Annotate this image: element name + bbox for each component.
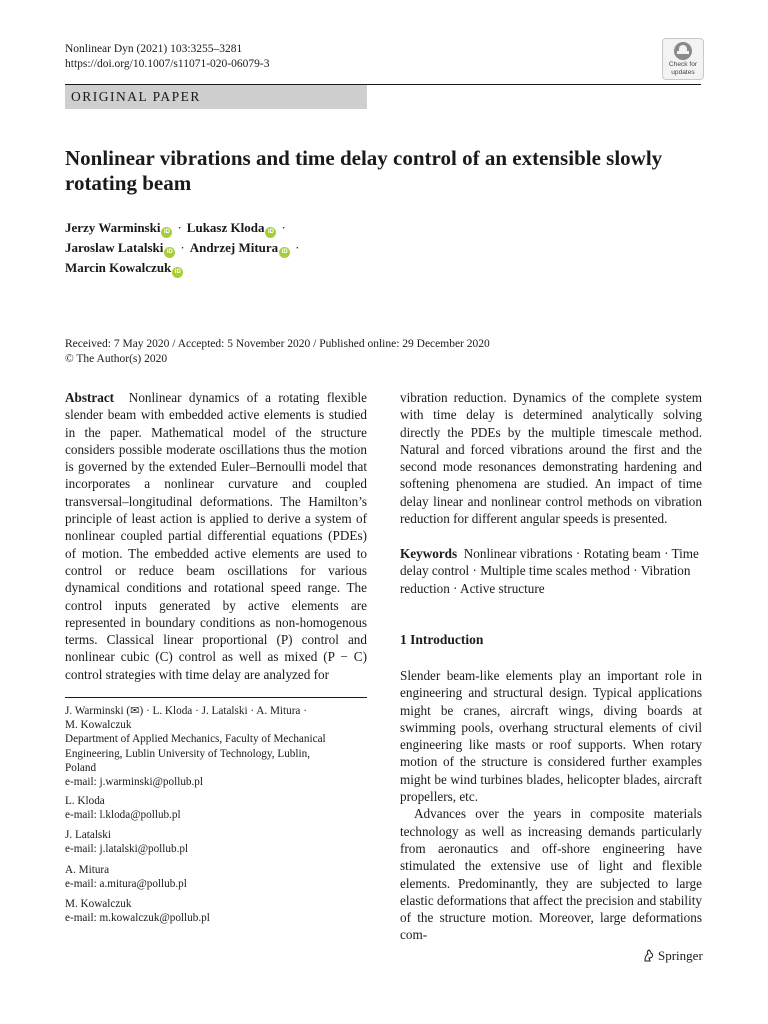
orcid-icon[interactable]: iD: [161, 227, 172, 238]
affiliation-authors: M. Kowalczuk: [65, 719, 132, 732]
author-email[interactable]: e-mail: m.kowalczuk@pollub.pl: [65, 912, 210, 925]
affiliation-name: A. Mitura: [65, 864, 110, 876]
paper-title: Nonlinear vibrations and time delay control of an extensible slowly rotating beam: [65, 146, 663, 195]
springer-horse-icon: [643, 949, 654, 962]
orcid-icon[interactable]: iD: [265, 227, 276, 238]
article-type-bar: [65, 85, 367, 109]
introduction-body: [400, 667, 702, 944]
affiliation-kloda: [65, 794, 367, 822]
abstract-right: [400, 389, 702, 527]
orcid-icon[interactable]: iD: [172, 267, 183, 278]
affiliation-department: Engineering, Lublin University of Technology, Lublin,: [65, 747, 310, 760]
abstract-left: [65, 389, 367, 683]
orcid-icon[interactable]: iD: [164, 247, 175, 258]
keywords-block: [400, 545, 702, 597]
check-updates-line1: Check for: [668, 61, 698, 68]
affiliation-divider: [65, 697, 367, 698]
affiliation-kowalczuk: [65, 897, 367, 925]
article-type-label: ORIGINAL PAPER: [71, 89, 201, 104]
affiliation-name: J. Latalski: [65, 829, 111, 841]
abstract-heading: Abstract: [65, 390, 115, 405]
affiliation-department: Department of Applied Mechanics, Faculty of Mechanical: [65, 733, 326, 746]
affiliation-department: Poland: [65, 761, 97, 774]
doi-link[interactable]: https://doi.org/10.1007/s11071-020-06079-3: [65, 58, 270, 70]
publisher-name: Springer: [658, 948, 703, 963]
author-email[interactable]: e-mail: l.kloda@pollub.pl: [65, 809, 181, 822]
section-heading-introduction: 1 Introduction: [400, 632, 484, 647]
affiliation-mitura: [65, 863, 367, 891]
journal-citation: Nonlinear Dyn (2021) 103:3255–3281: [65, 43, 243, 55]
author-name: Jaroslaw Latalski: [65, 240, 164, 255]
author-name: Jerzy Warminski: [65, 220, 161, 235]
author-name: Andrzej Mitura: [189, 240, 279, 255]
affiliation-latalski: [65, 828, 367, 856]
publication-dates: [65, 337, 490, 367]
copyright-notice: © The Author(s) 2020: [65, 353, 168, 365]
orcid-icon[interactable]: iD: [279, 247, 290, 258]
check-updates-line2: updates: [671, 69, 695, 76]
intro-paragraph: Slender beam-like elements play an important role in engineering and structural design. Typical applications might be cranes, aircraft wings, diving boards at swimming pools, overhang structural elements of civil engineering like masts or roof supports. When rotary motion of the structure is considered further examples might be wind turbines blades, helicopter blades, aircraft propellers, etc.: [400, 668, 702, 805]
crossmark-icon: [674, 42, 692, 60]
publisher-logo: [643, 948, 703, 964]
author-email[interactable]: e-mail: j.latalski@pollub.pl: [65, 843, 189, 856]
publication-history: Received: 7 May 2020 / Accepted: 5 November 2020 / Published online: 29 December 2020: [65, 338, 490, 350]
intro-paragraph: Advances over the years in composite materials technology as well as increasing demands particularly from aeronautics and off-shore engineering have stimulated the extensive use of light and flexible elements. Predominantly, they are subjected to large elastic deformations that affect the precision and stability of the structure motion. Moreover, large deformations com-: [400, 806, 702, 943]
check-for-updates-badge[interactable]: [662, 38, 704, 80]
author-list: Jerzy Warminski iD · Lukasz Kloda iD · Jaroslaw Latalski iD · Andrzej Mitura iD · Marcin Kowalczuk iD: [65, 218, 305, 278]
affiliation-authors: J. Warminski (✉) · L. Kloda · J. Latalski · A. Mitura ·: [65, 705, 307, 717]
abstract-text-left: Nonlinear dynamics of a rotating flexible slender beam with embedded active elements is studied in the paper. Mathematical model of the structure considers possible moderate oscillations thus the motion is governed by the extended Euler–Bernoulli model that incorporates a nonlinear curvature and coupled transversal–longitudinal deformations. The Hamilton’s principle of least action is applied to derive a system of nonlinear coupled partial differential equations (PDEs) of motion. The embedded active elements are used to control or reduce beam oscillations for various dynamical conditions and rotational speed range. The control inputs generated by active elements are represented in boundary conditions as non-homogenous terms. Classical linear proportional (P) control and nonlinear cubic (C) control as well as mixed (P − C) control strategies with time delay are analyzed for: [65, 390, 367, 682]
affiliation-name: M. Kowalczuk: [65, 898, 132, 910]
author-email[interactable]: e-mail: j.warminski@pollub.pl: [65, 776, 204, 789]
affiliation-name: L. Kloda: [65, 795, 105, 807]
author-email[interactable]: e-mail: a.mitura@pollub.pl: [65, 878, 187, 891]
keywords-heading: Keywords: [400, 546, 458, 561]
affiliation-main: [65, 704, 367, 789]
author-name: Marcin Kowalczuk: [65, 260, 172, 275]
abstract-text-right: vibration reduction. Dynamics of the complete system with time delay is determined analytically solving directly the PDEs by the multiple timescale method. Natural and forced vibrations around the first and the second mode resonances demonstrating hardening and softening phenomena are studied. An impact of time delay linear and nonlinear control methods on vibration reduction for different angular speeds is presented.: [400, 390, 702, 527]
keywords-text: Nonlinear vibrations · Rotating beam · Time delay control · Multiple time scales method · Vibration reduction · Active structure: [400, 546, 699, 596]
author-name: Lukasz Kloda: [186, 220, 265, 235]
